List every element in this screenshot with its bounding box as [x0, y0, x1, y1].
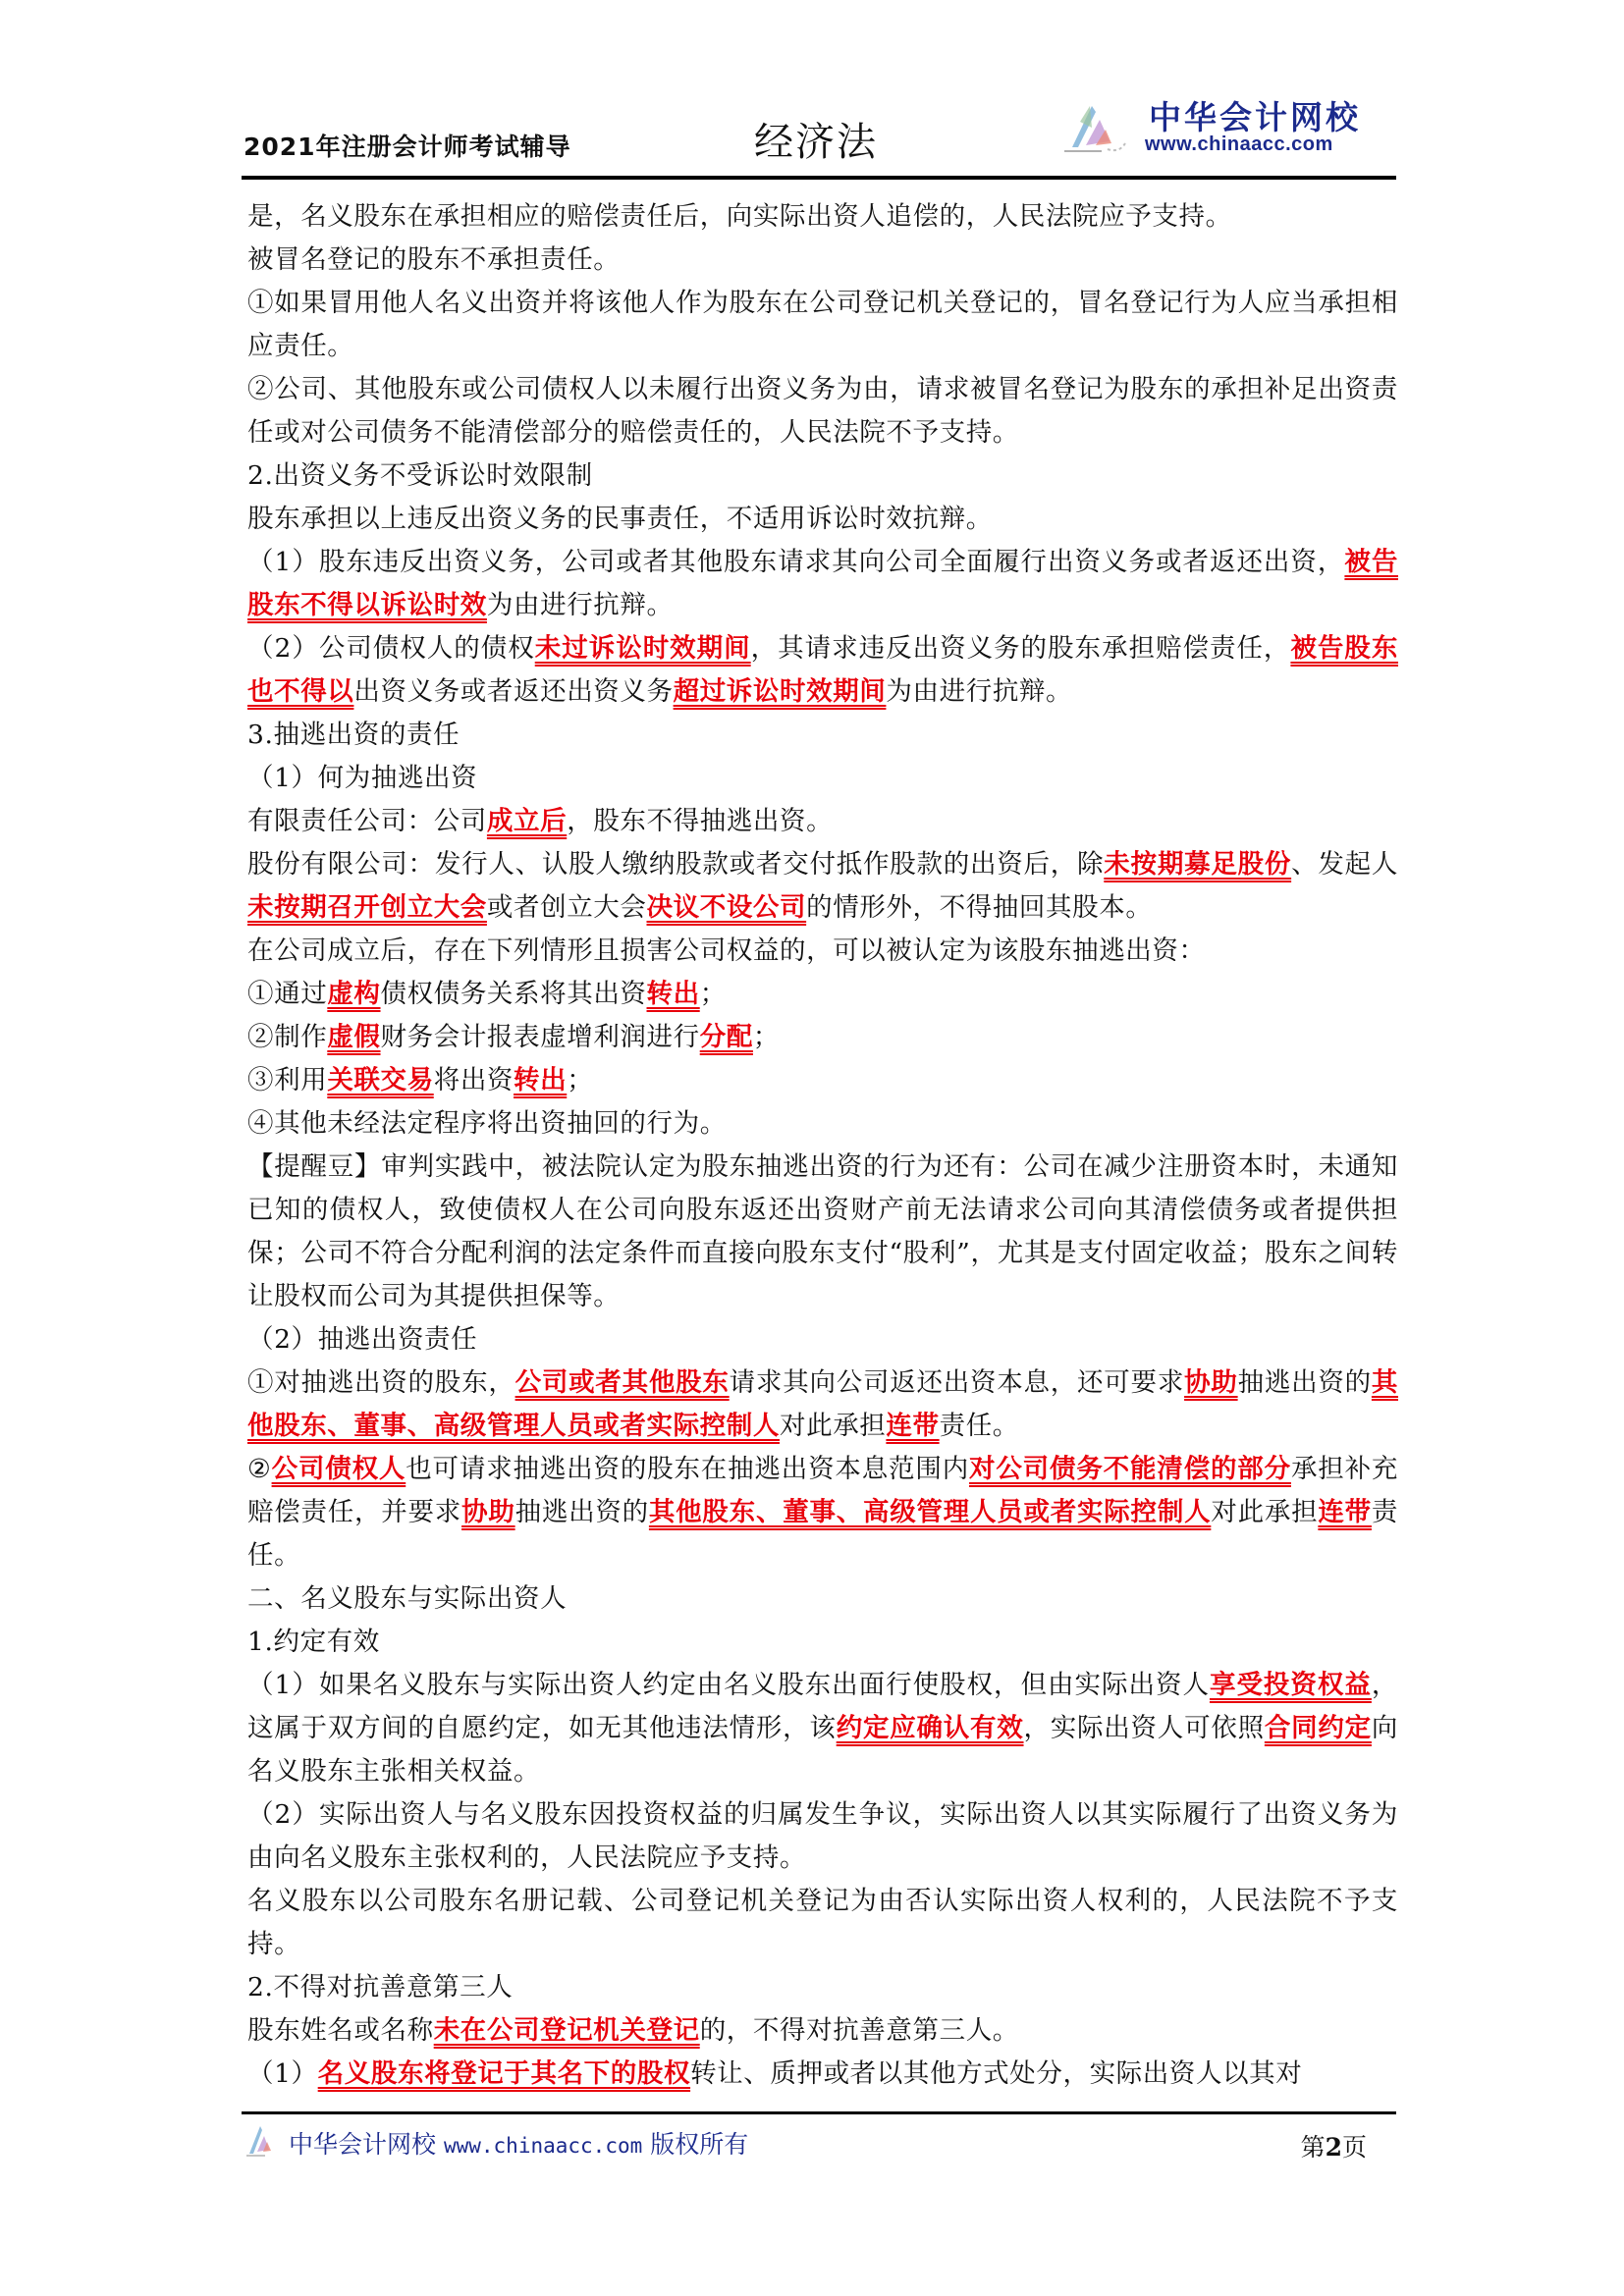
highlighted-key-term: 被告股东也不得以: [247, 633, 1399, 707]
text-run: 对此承担: [1211, 1497, 1319, 1527]
text-run: ；: [567, 1065, 594, 1095]
text-run: ，股东不得抽逃出资。: [567, 806, 834, 836]
text-run: ②公司、其他股东或公司债权人以未履行出资义务为由，请求被冒名登记为股东的承担补足出资责任或对公司债务不能清偿部分的赔偿责任的，人民法院不予支持。: [247, 374, 1398, 448]
footer-url: www.chinaacc.com: [443, 2134, 643, 2158]
text-run: 的情形外，不得抽回其股本。: [806, 892, 1153, 923]
highlighted-key-term: 虚假: [327, 1022, 381, 1052]
text-run: 为由进行抗辩。: [886, 676, 1073, 707]
text-run: 财务会计报表虚增利润进行: [380, 1022, 700, 1052]
paragraph: [247, 1880, 1398, 1966]
paragraph: [247, 1966, 1398, 2009]
text-run: ②: [247, 1454, 272, 1484]
highlighted-key-term: 转出: [514, 1065, 568, 1095]
highlighted-key-term: 虚构: [327, 979, 381, 1009]
highlighted-key-term: 享受投资权益: [1209, 1670, 1372, 1700]
text-run: 股东承担以上违反出资义务的民事责任，不适用诉讼时效抗辩。: [247, 504, 993, 534]
highlighted-key-term: 协助: [461, 1497, 515, 1527]
text-run: 抽逃出资的: [514, 1497, 649, 1527]
highlighted-key-term: 被告股东不得以诉讼时效: [247, 547, 1398, 620]
highlighted-key-term: 约定应确认有效: [836, 1713, 1024, 1743]
highlighted-key-term: 转出: [646, 979, 700, 1009]
paragraph: [247, 843, 1398, 930]
text-run: ；: [752, 1022, 781, 1052]
text-run: （1）如果名义股东与实际出资人约定由名义股东出面行使股权，但由实际出资人: [247, 1670, 1210, 1700]
paragraph: [247, 757, 1398, 800]
text-run: 在公司成立后，存在下列情形且损害公司权益的，可以被认定为该股东抽逃出资：: [247, 935, 1206, 966]
paragraph: [247, 1664, 1398, 1793]
page-header: [242, 84, 1396, 175]
paragraph: [247, 1577, 1398, 1621]
text-run: 对此承担: [780, 1411, 887, 1441]
text-run: 向名义股东主张相关权益。: [247, 1713, 1399, 1787]
text-run: 【提醒豆】审判实践中，被法院认定为股东抽逃出资的行为还有：公司在减少注册资本时，未通知已知的债权人，致使债权人在公司向股东返还出资财产前无法请求公司向其清偿债务或者提供担保；公司不符合分配利润的法定条件而直接向股东支付“股利”，尤其是支付固定收益；股东之间转让股权而公司为其提供担保等。: [247, 1151, 1398, 1311]
paragraph: [247, 800, 1398, 843]
header-divider: [242, 176, 1396, 180]
highlighted-key-term: 分配: [699, 1022, 753, 1052]
highlighted-key-term: 未过诉讼时效期间: [534, 633, 751, 664]
text-run: （1）何为抽逃出资: [247, 763, 478, 793]
text-run: 将出资: [433, 1065, 514, 1095]
footer-divider: [242, 2111, 1396, 2114]
paragraph: [247, 1362, 1398, 1448]
paragraph: [247, 1102, 1398, 1146]
triangle-logo-icon: [245, 2122, 279, 2160]
footer-rights: 版权所有: [650, 2130, 749, 2159]
text-run: 是，名义股东在承担相应的赔偿责任后，向实际出资人追偿的，人民法院应予支持。: [247, 201, 1232, 232]
page-number: 第2页: [1300, 2133, 1367, 2162]
text-run: （1）股东违反出资义务，公司或者其他股东请求其向公司全面履行出资义务或者返还出资，: [247, 547, 1345, 577]
text-run: 1.约定有效: [247, 1627, 380, 1657]
highlighted-key-term: 对公司债务不能清偿的部分: [969, 1454, 1291, 1484]
highlighted-key-term: 未按期募足股份: [1104, 849, 1292, 880]
paragraph: [247, 282, 1398, 368]
highlighted-key-term: 超过诉讼时效期间: [673, 676, 887, 707]
text-run: ，这属于双方间的自愿约定，如无其他违法情形，该: [247, 1670, 1398, 1743]
paragraph: [247, 2053, 1398, 2096]
highlighted-key-term: 决议不设公司: [646, 892, 807, 923]
highlighted-key-term: 连带: [1318, 1497, 1372, 1527]
highlighted-key-term: 协助: [1184, 1367, 1238, 1398]
paragraph: [247, 195, 1398, 239]
text-run: 被冒名登记的股东不承担责任。: [247, 244, 621, 275]
paragraph: [247, 930, 1398, 973]
text-run: 二、名义股东与实际出资人: [247, 1583, 568, 1614]
paragraph: [247, 627, 1398, 714]
highlighted-key-term: 未在公司登记机关登记: [433, 2015, 700, 2046]
text-run: 股东姓名或名称: [247, 2015, 434, 2046]
text-run: ①通过: [247, 979, 328, 1009]
text-run: 转让、质押或者以其他方式处分，实际出资人以其对: [690, 2058, 1303, 2089]
highlighted-key-term: 公司或者其他股东: [514, 1367, 730, 1398]
logo-brand-name: 中华会计网校: [1149, 98, 1361, 136]
document-body: [247, 195, 1398, 2096]
footer-brand: 中华会计网校: [289, 2130, 437, 2159]
paragraph: [247, 1448, 1398, 1577]
text-run: ；: [699, 979, 727, 1009]
paragraph: [247, 1059, 1398, 1102]
text-run: ④其他未经法定程序将出资抽回的行为。: [247, 1108, 727, 1139]
text-run: 3.抽逃出资的责任: [247, 720, 460, 750]
page-footer: [242, 2120, 1396, 2163]
highlighted-key-term: 其他股东、董事、高级管理人员或者实际控制人: [247, 1367, 1399, 1441]
paragraph: [247, 714, 1398, 757]
text-run: ，实际出资人可依照: [1023, 1713, 1265, 1743]
text-run: ①对抽逃出资的股东，: [247, 1367, 515, 1398]
footer-copyright: [289, 2125, 748, 2161]
highlighted-key-term: 公司债权人: [271, 1454, 406, 1484]
text-run: 的，不得对抗善意第三人。: [699, 2015, 1019, 2046]
course-title: 2021年注册会计师考试辅导: [244, 133, 571, 161]
paragraph: [247, 541, 1398, 627]
text-run: 请求其向公司返还出资本息，还可要求: [729, 1367, 1185, 1398]
text-run: 出资义务或者返还出资义务: [353, 676, 674, 707]
text-run: 也可请求抽逃出资的股东在抽逃出资本息范围内: [406, 1454, 970, 1484]
paragraph: [247, 498, 1398, 541]
text-run: 或者创立大会: [486, 892, 647, 923]
paragraph: [247, 1621, 1398, 1664]
text-run: 、发起人: [1291, 849, 1399, 880]
paragraph: [247, 2009, 1398, 2053]
text-run: ①如果冒用他人名义出资并将该他人作为股东在公司登记机关登记的，冒名登记行为人应当承担相应责任。: [247, 288, 1398, 361]
paragraph: [247, 1146, 1398, 1318]
text-run: （2）公司债权人的债权: [247, 633, 535, 664]
text-run: 为由进行抗辩。: [486, 590, 674, 620]
text-run: 2.出资义务不受诉讼时效限制: [247, 460, 593, 491]
text-run: 股份有限公司：发行人、认股人缴纳股款或者交付抵作股款的出资后，除: [247, 849, 1105, 880]
triangle-logo-icon: [1062, 98, 1131, 159]
text-run: ，其请求违反出资义务的股东承担赔偿责任，: [750, 633, 1291, 664]
highlighted-key-term: 连带: [886, 1411, 940, 1441]
text-run: 承担补充赔偿责任，并要求: [247, 1454, 1399, 1527]
text-run: 2.不得对抗善意第三人: [247, 1972, 514, 2002]
paragraph: [247, 368, 1398, 454]
text-run: （2）实际出资人与名义股东因投资权益的归属发生争议，实际出资人以其实际履行了出资义务为由向名义股东主张权利的，人民法院应予支持。: [247, 1799, 1398, 1873]
paragraph: [247, 1016, 1398, 1059]
highlighted-key-term: 合同约定: [1264, 1713, 1372, 1743]
text-run: （2）抽逃出资责任: [247, 1324, 478, 1355]
paragraph: [247, 454, 1398, 498]
text-run: 责任。: [939, 1411, 1019, 1441]
text-run: 责任。: [247, 1497, 1399, 1571]
text-run: 名义股东以公司股东名册记载、公司登记机关登记为由否认实际出资人权利的，人民法院不予支持。: [247, 1886, 1398, 1959]
text-run: ②制作: [247, 1022, 328, 1052]
highlighted-key-term: 未按期召开创立大会: [247, 892, 487, 923]
subject-title: 经济法: [754, 120, 878, 165]
highlighted-key-term: 名义股东将登记于其名下的股权: [317, 2058, 691, 2089]
paragraph: [247, 1793, 1398, 1880]
highlighted-key-term: 关联交易: [327, 1065, 434, 1095]
highlighted-key-term: 其他股东、董事、高级管理人员或者实际控制人: [648, 1497, 1212, 1527]
paragraph: [247, 973, 1398, 1016]
text-run: 抽逃出资的: [1237, 1367, 1372, 1398]
text-run: （1）: [247, 2058, 318, 2089]
text-run: 债权债务关系将其出资: [380, 979, 647, 1009]
text-run: ③利用: [247, 1065, 328, 1095]
brand-logo: [1062, 90, 1386, 159]
paragraph: [247, 1318, 1398, 1362]
highlighted-key-term: 成立后: [486, 806, 568, 836]
text-run: 有限责任公司：公司: [247, 806, 487, 836]
paragraph: [247, 239, 1398, 282]
logo-url: www.chinaacc.com: [1145, 133, 1333, 155]
